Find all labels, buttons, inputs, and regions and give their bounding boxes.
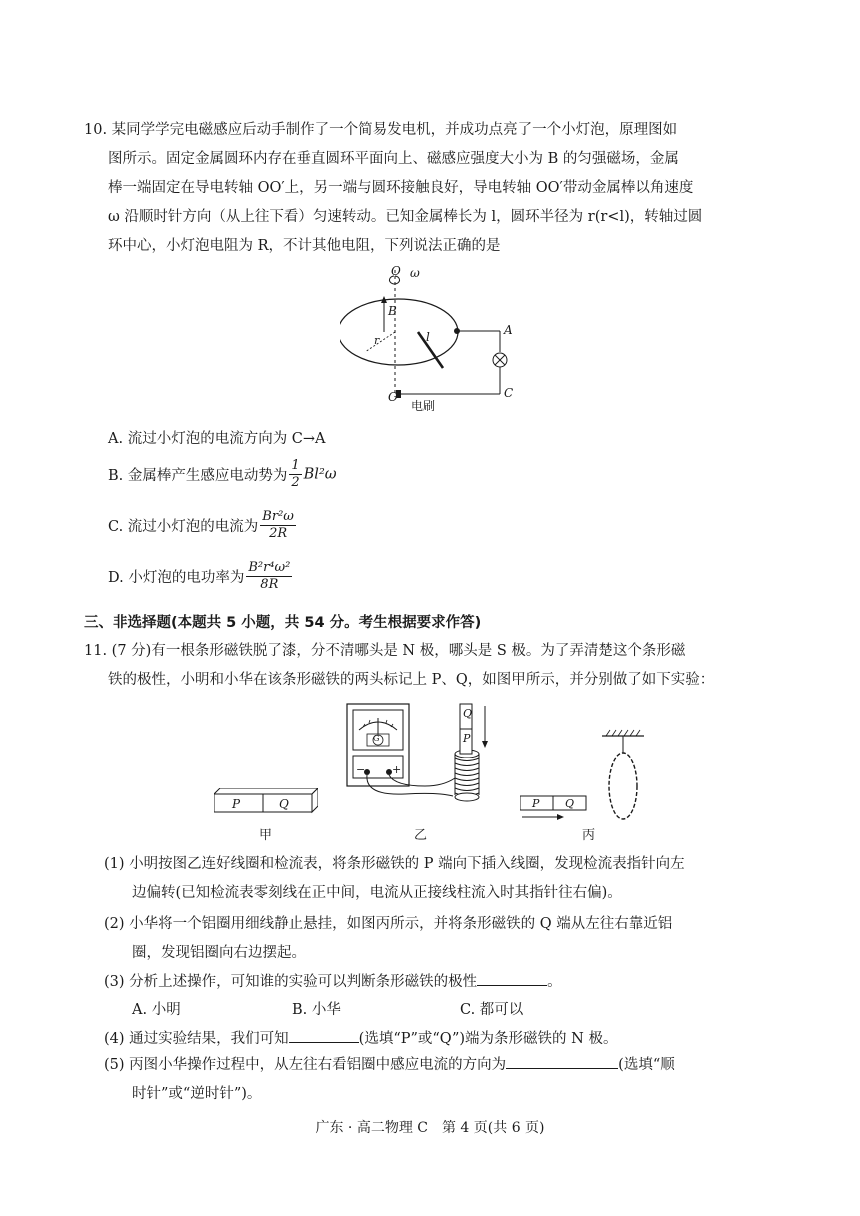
q10-label-C: C [504, 386, 514, 400]
q11-part-3-answer-blank[interactable] [477, 971, 547, 986]
q10-label-brush: 电刷 [411, 399, 436, 413]
q11-part-3-option-c: C. 都可以 [460, 1002, 524, 1018]
q10-option-c [108, 509, 298, 542]
q10-line-2: 图所示。固定金属圆环内存在垂直圆环平面向上、磁感应强度大小为 B 的匀强磁场，金属 [108, 151, 679, 167]
q10-option-a: A. 流过小灯泡的电流方向为 C→A [108, 431, 326, 447]
section-3-title: 三、非选择题(本题共 5 小题，共 54 分。考生根据要求作答) [84, 615, 482, 631]
q10-option-b [108, 458, 337, 491]
q10-option-c-den: 2R [269, 526, 288, 541]
q10-option-b-den: 2 [291, 475, 300, 490]
q11-bing-label: 丙 [582, 828, 596, 843]
q10-option-b-fraction [289, 458, 301, 491]
q11-part-5-answer-blank[interactable] [506, 1054, 618, 1069]
q11-part-4-text-1: (4) 通过实验结果，我们可知 [104, 1031, 289, 1047]
q11-part-4 [104, 1027, 617, 1048]
q11-figure-bing-ring [520, 728, 660, 828]
q11-figure-jia-magnet [214, 788, 318, 814]
q10-line-3: 棒一端固定在导电转轴 OO′上，另一端与圆环接触良好，导电转轴 OO′带动金属棒以角速度 [108, 180, 694, 196]
q10-line-5: 环中心，小灯泡电阻为 R，不计其他电阻，下列说法正确的是 [108, 238, 501, 254]
q11-part-3-option-a: A. 小明 [132, 1002, 181, 1018]
q10-option-c-prefix: C. 流过小灯泡的电流为 [108, 519, 259, 535]
q11-part-5-line-1 [104, 1051, 784, 1080]
q10-option-d-prefix: D. 小灯泡的电功率为 [108, 570, 245, 586]
q10-option-d-den: 8R [260, 577, 279, 592]
q11-line-1: 11. (7 分)有一根条形磁铁脱了漆，分不清哪头是 N 极，哪头是 S 极。为了弄清楚这个条形磁 [84, 643, 686, 659]
q10-option-c-fraction [260, 509, 296, 542]
page-footer: 广东 · 高二物理 C 第 4 页(共 6 页) [315, 1120, 545, 1136]
q10-option-b-suffix: Bl²ω [303, 466, 337, 483]
q11-yi-minus: − [356, 763, 366, 776]
q10-option-c-num: Br²ω [262, 509, 294, 524]
q10-line-1: 10. 某同学学完电磁感应后动手制作了一个简易发电机，并成功点亮了一个小灯泡，原理图如 [84, 122, 678, 138]
q11-part-1-line-2: 边偏转(已知检流表零刻线在正中间，电流从正接线柱流入时其指针往右偏)。 [132, 885, 622, 901]
q10-option-d-num: B²r⁴ω² [248, 560, 291, 575]
q10-label-l: l [426, 330, 430, 344]
q11-part-3 [104, 970, 562, 991]
q11-bing-P: P [532, 797, 540, 810]
q11-part-4-text-2: (选填“P”或“Q”)端为条形磁铁的 N 极。 [358, 1031, 618, 1047]
q11-yi-P: P [463, 732, 471, 745]
q11-stem [84, 637, 784, 695]
q11-part-2 [104, 910, 784, 968]
q10-option-d-fraction [246, 560, 292, 593]
q11-yi-label: 乙 [414, 828, 428, 843]
q11-part-5-text-1: (5) 丙图小华操作过程中，从左往右看铝圈中感应电流的方向为 [104, 1057, 507, 1073]
q10-line-4: ω 沿顺时针方向（从上往下看）匀速转动。已知金属棒长为 l，圆环半径为 r(r<l)，转轴过圆 [108, 209, 703, 225]
q10-label-O: O [391, 264, 401, 278]
q11-part-3-text: (3) 分析上述操作，可知谁的实验可以判断条形磁铁的极性 [104, 974, 478, 990]
q11-figure-yi-galvanometer-coil [345, 700, 500, 820]
q11-part-5 [104, 1051, 784, 1109]
q10-label-B: B [388, 304, 397, 318]
q10-option-b-prefix: B. 金属棒产生感应电动势为 [108, 468, 288, 484]
q11-yi-G: G [373, 734, 380, 743]
q10-label-A: A [504, 323, 513, 337]
q11-line-2: 铁的极性，小明和小华在该条形磁铁的两头标记上 P、Q，如图甲所示，并分别做了如下实验： [108, 672, 715, 688]
q11-yi-Q: Q [463, 707, 473, 720]
q11-jia-Q: Q [279, 797, 289, 811]
q11-jia-P: P [232, 797, 241, 811]
q10-label-r: r [374, 334, 380, 347]
q10-label-omega: ω [410, 266, 420, 280]
q11-part-4-answer-blank[interactable] [289, 1028, 359, 1043]
q11-part-2-line-1: (2) 小华将一个铝圈用细线静止悬挂，如图丙所示，并将条形磁铁的 Q 端从左往右靠近铝 [104, 916, 673, 932]
q11-part-3-end: 。 [547, 974, 562, 990]
q11-bing-Q: Q [565, 797, 575, 810]
q11-part-1-line-1: (1) 小明按图乙连好线圈和检流表，将条形磁铁的 P 端向下插入线圈，发现检流表指针向左 [104, 856, 685, 872]
q11-part-1 [104, 850, 784, 908]
q11-part-2-line-2: 圈，发现铝圈向右边摆起。 [132, 945, 306, 961]
q10-stem [84, 116, 784, 261]
q11-jia-label: 甲 [259, 828, 273, 843]
q11-part-5-text-2: (选填“顺 [618, 1057, 675, 1073]
q11-yi-plus: + [392, 763, 402, 776]
q10-option-b-num: 1 [291, 458, 300, 473]
q10-option-d [108, 560, 294, 593]
q10-label-O-prime: O′ [388, 390, 401, 404]
q11-part-3-option-b: B. 小华 [292, 1002, 341, 1018]
q11-part-5-line-2: 时针”或“逆时针”)。 [132, 1086, 262, 1102]
